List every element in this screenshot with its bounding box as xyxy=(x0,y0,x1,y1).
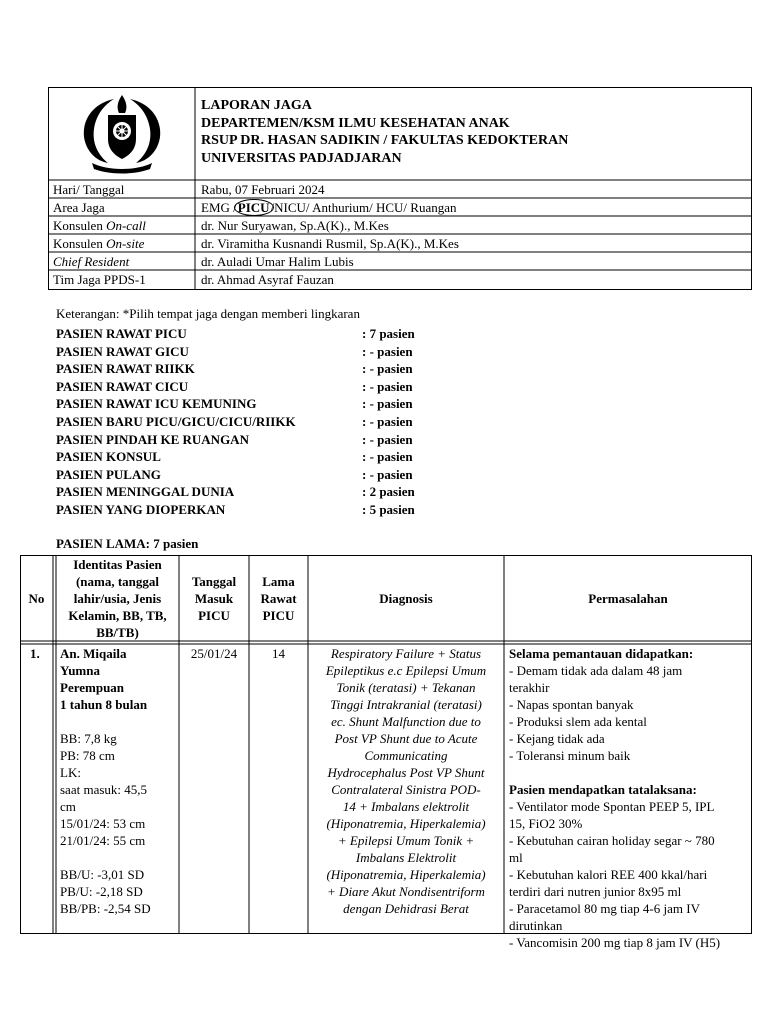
diagnosis-line: ec. Shunt Malfunction due to xyxy=(331,714,481,729)
area-selected-circled: PICU xyxy=(234,199,274,216)
th-identitas-line: Kelamin, BB, TB, xyxy=(68,607,167,623)
perm-list-tatalaksana xyxy=(509,798,749,951)
row1-lama: 14 xyxy=(272,646,285,661)
stat-label: PASIEN RAWAT RIIKK xyxy=(56,361,195,377)
th-tanggal-line: PICU xyxy=(198,607,230,623)
stat-value: : 5 pasien xyxy=(362,502,415,517)
th-tanggal-line: Masuk xyxy=(194,590,234,606)
oncall-label-text: Konsulen xyxy=(53,218,107,233)
permasalahan-item: - Toleransi minum baik xyxy=(509,748,631,763)
area-label: Area Jaga xyxy=(53,200,105,215)
header-table xyxy=(48,87,752,290)
onsite-value: dr. Viramitha Kusnandi Rusmil, Sp.A(K)., M.Kes xyxy=(201,236,459,251)
permasalahan-item: 15, FiO2 30% xyxy=(509,816,583,831)
report-title xyxy=(201,97,568,167)
stat-value: : - pasien xyxy=(362,378,413,394)
identitas-line: cm xyxy=(60,799,76,814)
permasalahan-item: ml xyxy=(509,850,523,865)
row1-identitas-plain xyxy=(60,713,178,917)
chief-label: Chief Resident xyxy=(53,254,130,269)
stat-label: PASIEN PINDAH KE RUANGAN xyxy=(56,431,249,447)
permasalahan-item: dirutinkan xyxy=(509,918,563,933)
permasalahan-item: - Produksi slem ada kental xyxy=(509,714,647,729)
th-no: No xyxy=(28,590,45,606)
th-lama-line: PICU xyxy=(262,607,295,623)
diagnosis-line: Epileptikus e.c Epilepsi Umum xyxy=(325,663,487,678)
identitas-line: Perempuan xyxy=(60,680,125,695)
diagnosis-line: (Hiponatremia, Hiperkalemia) xyxy=(326,816,486,831)
permasalahan-item: - Vancomisin 200 mg tiap 8 jam IV (H5) xyxy=(509,935,721,950)
diagnosis-line: Post VP Shunt due to Acute xyxy=(334,731,478,746)
permasalahan-item: terakhir xyxy=(509,680,550,695)
university-seal-icon xyxy=(48,87,195,180)
stat-value: : - pasien xyxy=(362,361,413,377)
onsite-label-italic: On-site xyxy=(106,236,145,251)
th-identitas-line: BB/TB) xyxy=(96,624,139,640)
th-identitas-line: (nama, tanggal xyxy=(75,573,160,589)
hari-value: Rabu, 07 Februari 2024 xyxy=(201,182,325,197)
stat-value: : - pasien xyxy=(362,414,413,429)
th-lama-line: Rawat xyxy=(260,590,297,606)
logo-cell xyxy=(48,87,195,180)
chief-value: dr. Auladi Umar Halim Lubis xyxy=(201,254,354,269)
diagnosis-line: Tinggi Intrakranial (teratasi) xyxy=(330,697,482,712)
permasalahan-item: - Napas spontan banyak xyxy=(509,697,634,712)
oncall-label xyxy=(53,217,146,234)
th-identitas-line: Identitas Pasien xyxy=(73,556,162,572)
identitas-line: BB/PB: -2,54 SD xyxy=(60,901,151,916)
th-lama xyxy=(249,555,308,641)
permasalahan-item: - Kejang tidak ada xyxy=(509,731,605,746)
tim-value: dr. Ahmad Asyraf Fauzan xyxy=(201,272,334,287)
oncall-value: dr. Nur Suryawan, Sp.A(K)., M.Kes xyxy=(201,218,389,233)
stat-label: PASIEN BARU PICU/GICU/CICU/RIIKK xyxy=(56,414,296,429)
identitas-line: PB: 78 cm xyxy=(60,748,115,763)
row1-identitas xyxy=(60,645,178,917)
th-identitas xyxy=(56,555,179,641)
diagnosis-line: Tonik (teratasi) + Tekanan xyxy=(336,680,476,695)
diagnosis-line: (Hiponatremia, Hiperkalemia) xyxy=(326,867,486,882)
diagnosis-line: Imbalans Elektrolit xyxy=(355,850,457,865)
oncall-label-italic: On-call xyxy=(106,218,146,233)
hari-label: Hari/ Tanggal xyxy=(53,182,125,197)
stat-label: PASIEN YANG DIOPERKAN xyxy=(56,502,226,517)
diagnosis-line: Communicating xyxy=(364,748,448,763)
stat-value: : 7 pasien xyxy=(362,326,415,341)
permasalahan-item: - Kebutuhan cairan holiday segar ~ 780 xyxy=(509,833,715,848)
permasalahan-item: - Ventilator mode Spontan PEEP 5, IPL xyxy=(509,799,715,814)
area-suffix: /NICU/ Anthurium/ HCU/ Ruangan xyxy=(270,200,457,215)
th-diagnosis: Diagnosis xyxy=(379,590,433,606)
row1-permasalahan xyxy=(509,645,749,951)
stat-value: : - pasien xyxy=(362,396,413,412)
section-title: PASIEN LAMA: 7 pasien xyxy=(56,536,199,551)
title-line-1: LAPORAN JAGA xyxy=(201,98,312,113)
diagnosis-line: + Epilepsi Umum Tonik + xyxy=(337,833,475,848)
diagnosis-line: dengan Dehidrasi Berat xyxy=(343,901,469,916)
perm-spacer xyxy=(509,764,749,781)
title-line-2: DEPARTEMEN/KSM ILMU KESEHATAN ANAK xyxy=(201,115,510,131)
identitas-line: PB/U: -2,18 SD xyxy=(60,884,143,899)
title-line-3: RSUP DR. HASAN SADIKIN / FAKULTAS KEDOKTERAN xyxy=(201,133,569,148)
stat-value: : - pasien xyxy=(362,449,413,465)
stat-label: PASIEN RAWAT CICU xyxy=(56,378,189,394)
th-tanggal-line: Tanggal xyxy=(191,573,237,589)
stat-value: : - pasien xyxy=(362,343,413,359)
permasalahan-item: terdiri dari nutren junior 8x95 ml xyxy=(509,884,682,899)
tim-label: Tim Jaga PPDS-1 xyxy=(53,272,146,287)
area-prefix: EMG / xyxy=(201,200,237,215)
stat-label: PASIEN PULANG xyxy=(56,466,161,482)
row1-identitas-bold xyxy=(60,645,178,713)
identitas-line: saat masuk: 45,5 xyxy=(60,782,148,797)
identitas-line: BB/U: -3,01 SD xyxy=(60,867,145,882)
permasalahan-item: - Demam tidak ada dalam 48 jam xyxy=(509,663,683,678)
th-identitas-line: lahir/usia, Jenis xyxy=(73,590,162,606)
permasalahan-item: - Paracetamol 80 mg tiap 4-6 jam IV xyxy=(509,901,700,916)
stat-label: PASIEN MENINGGAL DUNIA xyxy=(56,484,235,500)
stat-label: PASIEN RAWAT PICU xyxy=(56,326,187,341)
diagnosis-line: 14 + Imbalans elektrolit xyxy=(342,799,470,814)
area-value xyxy=(201,199,457,216)
diagnosis-line: + Diare Akut Nondisentriform xyxy=(327,884,485,899)
th-lama-line: Lama xyxy=(262,573,295,589)
perm-title-pemantauan: Selama pemantauan didapatkan: xyxy=(509,646,694,661)
identitas-line: 1 tahun 8 bulan xyxy=(60,697,148,712)
diagnosis-line: Hydrocephalus Post VP Shunt xyxy=(327,765,485,780)
keterangan-note: Keterangan: *Pilih tempat jaga dengan memberi lingkaran xyxy=(56,306,360,321)
title-line-4: UNIVERSITAS PADJADJARAN xyxy=(201,150,402,166)
identitas-line xyxy=(60,849,178,866)
stat-value: : - pasien xyxy=(362,431,413,447)
diagnosis-line: Respiratory Failure + Status xyxy=(330,646,482,661)
identitas-line: LK: xyxy=(60,765,81,780)
row1-no: 1. xyxy=(30,646,40,661)
identitas-line: An. Miqaila xyxy=(60,646,127,661)
identitas-line: Yumna xyxy=(60,663,100,678)
stat-label: PASIEN KONSUL xyxy=(56,449,161,465)
stat-label: PASIEN RAWAT GICU xyxy=(56,343,189,359)
th-permasalahan: Permasalahan xyxy=(588,590,668,606)
th-tanggal xyxy=(179,555,249,641)
identitas-line: 21/01/24: 55 cm xyxy=(60,833,146,848)
permasalahan-item: - Kebutuhan kalori REE 400 kkal/hari xyxy=(509,867,708,882)
identitas-line: 15/01/24: 53 cm xyxy=(60,816,146,831)
stat-label: PASIEN RAWAT ICU KEMUNING xyxy=(56,396,257,412)
stat-value: : - pasien xyxy=(362,466,413,482)
diagnosis-line: Contralateral Sinistra POD- xyxy=(331,782,481,797)
stat-value: : 2 pasien xyxy=(362,484,415,500)
row1-diagnosis xyxy=(310,645,502,917)
patient-table xyxy=(20,555,752,950)
identitas-line: BB: 7,8 kg xyxy=(60,731,117,746)
perm-title-tatalaksana: Pasien mendapatkan tatalaksana: xyxy=(509,782,697,797)
onsite-label xyxy=(53,235,144,252)
onsite-label-text: Konsulen xyxy=(53,236,107,251)
perm-list-pemantauan xyxy=(509,662,749,764)
row1-tanggal: 25/01/24 xyxy=(190,646,238,661)
identitas-line xyxy=(60,713,178,730)
